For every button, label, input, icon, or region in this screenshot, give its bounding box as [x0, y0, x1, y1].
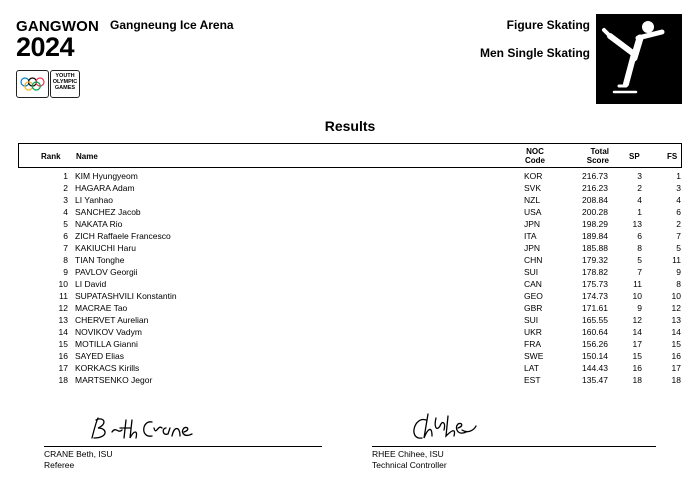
- sp-rank-cell: 18: [632, 375, 642, 385]
- sp-rank-cell: 5: [637, 255, 642, 265]
- name-cell: TIAN Tonghe: [75, 255, 125, 265]
- sp-rank-cell: 14: [632, 327, 642, 337]
- table-row: [0, 326, 700, 338]
- fs-rank-cell: 5: [676, 243, 681, 253]
- name-cell: LI David: [75, 279, 107, 289]
- noc-cell: NZL: [524, 195, 541, 205]
- name-cell: NOVIKOV Vadym: [75, 327, 142, 337]
- rank-cell: 3: [63, 195, 68, 205]
- fs-rank-cell: 14: [671, 327, 681, 337]
- table-row: [0, 338, 700, 350]
- sp-rank-cell: 7: [637, 267, 642, 277]
- table-row: [0, 302, 700, 314]
- fs-rank-cell: 12: [671, 303, 681, 313]
- fs-rank-cell: 15: [671, 339, 681, 349]
- table-row: [0, 206, 700, 218]
- fs-rank-cell: 1: [676, 171, 681, 181]
- rank-cell: 2: [63, 183, 68, 193]
- col-noc-header-line: NOC: [526, 147, 544, 156]
- noc-cell: JPN: [524, 243, 541, 253]
- fs-rank-cell: 8: [676, 279, 681, 289]
- badge-line: OLYMPIC: [52, 79, 78, 85]
- sp-rank-cell: 6: [637, 231, 642, 241]
- badge-line: GAMES: [54, 85, 76, 91]
- name-cell: ZICH Raffaele Francesco: [75, 231, 171, 241]
- total-score-cell: 144.43: [582, 363, 608, 373]
- discipline-title: Figure Skating: [506, 18, 590, 32]
- total-score-cell: 150.14: [582, 351, 608, 361]
- table-row: [0, 254, 700, 266]
- rank-cell: 12: [58, 303, 68, 313]
- signature-line: [44, 446, 322, 447]
- sp-rank-cell: 11: [633, 279, 642, 289]
- fs-rank-cell: 16: [671, 351, 681, 361]
- total-score-cell: 200.28: [582, 207, 608, 217]
- rank-cell: 11: [59, 291, 68, 301]
- table-header: [18, 143, 682, 168]
- total-score-cell: 160.64: [582, 327, 608, 337]
- name-cell: KAKIUCHI Haru: [75, 243, 136, 253]
- col-noc-header: [524, 147, 546, 165]
- table-row: [0, 278, 700, 290]
- fs-rank-cell: 18: [671, 375, 681, 385]
- total-score-cell: 178.82: [582, 267, 608, 277]
- col-rank-header: Rank: [41, 152, 61, 161]
- rank-cell: 7: [63, 243, 68, 253]
- sp-rank-cell: 3: [637, 171, 642, 181]
- total-score-cell: 156.26: [582, 339, 608, 349]
- table-row: [0, 290, 700, 302]
- rank-cell: 10: [58, 279, 68, 289]
- sp-rank-cell: 17: [632, 339, 642, 349]
- rank-cell: 8: [63, 255, 68, 265]
- sp-rank-cell: 1: [637, 207, 642, 217]
- table-row: [0, 362, 700, 374]
- noc-cell: CHN: [524, 255, 543, 265]
- noc-cell: SUI: [524, 315, 539, 325]
- fs-rank-cell: 13: [671, 315, 681, 325]
- rank-cell: 15: [58, 339, 68, 349]
- badge-line: YOUTH: [55, 73, 75, 79]
- name-cell: CHERVET Aurelian: [75, 315, 149, 325]
- fs-rank-cell: 6: [676, 207, 681, 217]
- rank-cell: 16: [58, 351, 68, 361]
- sp-rank-cell: 9: [637, 303, 642, 313]
- rank-cell: 13: [58, 315, 68, 325]
- rank-cell: 18: [58, 375, 68, 385]
- col-fs-header: FS: [667, 152, 678, 161]
- venue-title: Gangneung Ice Arena: [110, 18, 234, 32]
- noc-cell: KOR: [524, 171, 543, 181]
- fs-rank-cell: 9: [676, 267, 681, 277]
- noc-cell: LAT: [524, 363, 539, 373]
- rank-cell: 6: [63, 231, 68, 241]
- referee-signature-image: [86, 412, 206, 444]
- total-score-cell: 189.84: [582, 231, 608, 241]
- total-score-cell: 216.73: [582, 171, 608, 181]
- referee-role: Referee: [44, 460, 75, 470]
- noc-cell: SVK: [524, 183, 542, 193]
- table-row: [0, 194, 700, 206]
- noc-cell: SUI: [524, 267, 539, 277]
- total-score-cell: 165.55: [582, 315, 608, 325]
- fs-rank-cell: 2: [676, 219, 681, 229]
- name-cell: HAGARA Adam: [75, 183, 135, 193]
- noc-cell: USA: [524, 207, 542, 217]
- name-cell: NAKATA Rio: [75, 219, 123, 229]
- sp-rank-cell: 10: [632, 291, 642, 301]
- rank-cell: 14: [58, 327, 68, 337]
- noc-cell: UKR: [524, 327, 542, 337]
- controller-signature-image: [406, 410, 486, 444]
- col-name-header: Name: [76, 152, 98, 161]
- name-cell: LI Yanhao: [75, 195, 113, 205]
- col-total-header-line: Total: [590, 147, 609, 156]
- noc-cell: FRA: [524, 339, 541, 349]
- table-row: [0, 314, 700, 326]
- sp-rank-cell: 15: [632, 351, 642, 361]
- logo-year: 2024: [16, 32, 75, 62]
- controller-role: Technical Controller: [372, 460, 447, 470]
- total-score-cell: 135.47: [582, 375, 608, 385]
- sp-rank-cell: 13: [632, 219, 642, 229]
- name-cell: KORKACS Kirills: [75, 363, 140, 373]
- referee-name: CRANE Beth, ISU: [44, 449, 113, 459]
- sp-rank-cell: 16: [632, 363, 642, 373]
- figure-skating-pictogram-icon: [596, 14, 682, 104]
- name-cell: MOTILLA Gianni: [75, 339, 138, 349]
- fs-rank-cell: 3: [676, 183, 681, 193]
- table-row: [0, 374, 700, 386]
- event-title: Men Single Skating: [479, 46, 590, 60]
- name-cell: KIM Hyungyeom: [75, 171, 138, 181]
- fs-rank-cell: 11: [672, 255, 681, 265]
- controller-name: RHEE Chihee, ISU: [372, 449, 444, 459]
- rank-cell: 9: [63, 267, 68, 277]
- total-score-cell: 175.73: [582, 279, 608, 289]
- rank-cell: 4: [63, 207, 68, 217]
- fs-rank-cell: 7: [676, 231, 681, 241]
- fs-rank-cell: 10: [671, 291, 681, 301]
- name-cell: PAVLOV Georgii: [75, 267, 138, 277]
- total-score-cell: 216.23: [582, 183, 608, 193]
- noc-cell: JPN: [524, 219, 541, 229]
- noc-cell: GEO: [524, 291, 543, 301]
- fs-rank-cell: 4: [676, 195, 681, 205]
- table-row: [0, 266, 700, 278]
- total-score-cell: 198.29: [582, 219, 608, 229]
- col-total-header-line: Score: [586, 156, 609, 165]
- sp-rank-cell: 4: [637, 195, 642, 205]
- noc-cell: CAN: [524, 279, 542, 289]
- name-cell: SANCHEZ Jacob: [75, 207, 141, 217]
- table-row: [0, 242, 700, 254]
- name-cell: MARTSENKO Jegor: [75, 375, 153, 385]
- youth-olympic-games-badge: [50, 70, 80, 98]
- rank-cell: 17: [58, 363, 68, 373]
- noc-cell: SWE: [524, 351, 544, 361]
- name-cell: SAYED Elias: [75, 351, 124, 361]
- noc-cell: ITA: [524, 231, 537, 241]
- rank-cell: 5: [63, 219, 68, 229]
- col-sp-header: SP: [629, 152, 640, 161]
- sp-rank-cell: 8: [637, 243, 642, 253]
- logo-gangwon: GANGWON: [16, 18, 100, 35]
- table-row: [0, 350, 700, 362]
- sp-rank-cell: 12: [632, 315, 642, 325]
- col-total-header: [581, 147, 609, 165]
- noc-cell: EST: [524, 375, 541, 385]
- noc-cell: GBR: [524, 303, 543, 313]
- fs-rank-cell: 17: [671, 363, 681, 373]
- name-cell: MACRAE Tao: [75, 303, 128, 313]
- sp-rank-cell: 2: [637, 183, 642, 193]
- table-row: [0, 230, 700, 242]
- total-score-cell: 179.32: [582, 255, 608, 265]
- col-noc-header-line: Code: [525, 156, 545, 165]
- table-row: [0, 170, 700, 182]
- page-title: Results: [324, 118, 376, 134]
- total-score-cell: 171.61: [582, 303, 608, 313]
- total-score-cell: 185.88: [582, 243, 608, 253]
- rank-cell: 1: [63, 171, 68, 181]
- total-score-cell: 208.84: [582, 195, 608, 205]
- olympic-rings-icon: [16, 70, 49, 98]
- total-score-cell: 174.73: [582, 291, 608, 301]
- table-row: [0, 218, 700, 230]
- name-cell: SUPATASHVILI Konstantin: [75, 291, 177, 301]
- table-row: [0, 182, 700, 194]
- signature-line: [372, 446, 656, 447]
